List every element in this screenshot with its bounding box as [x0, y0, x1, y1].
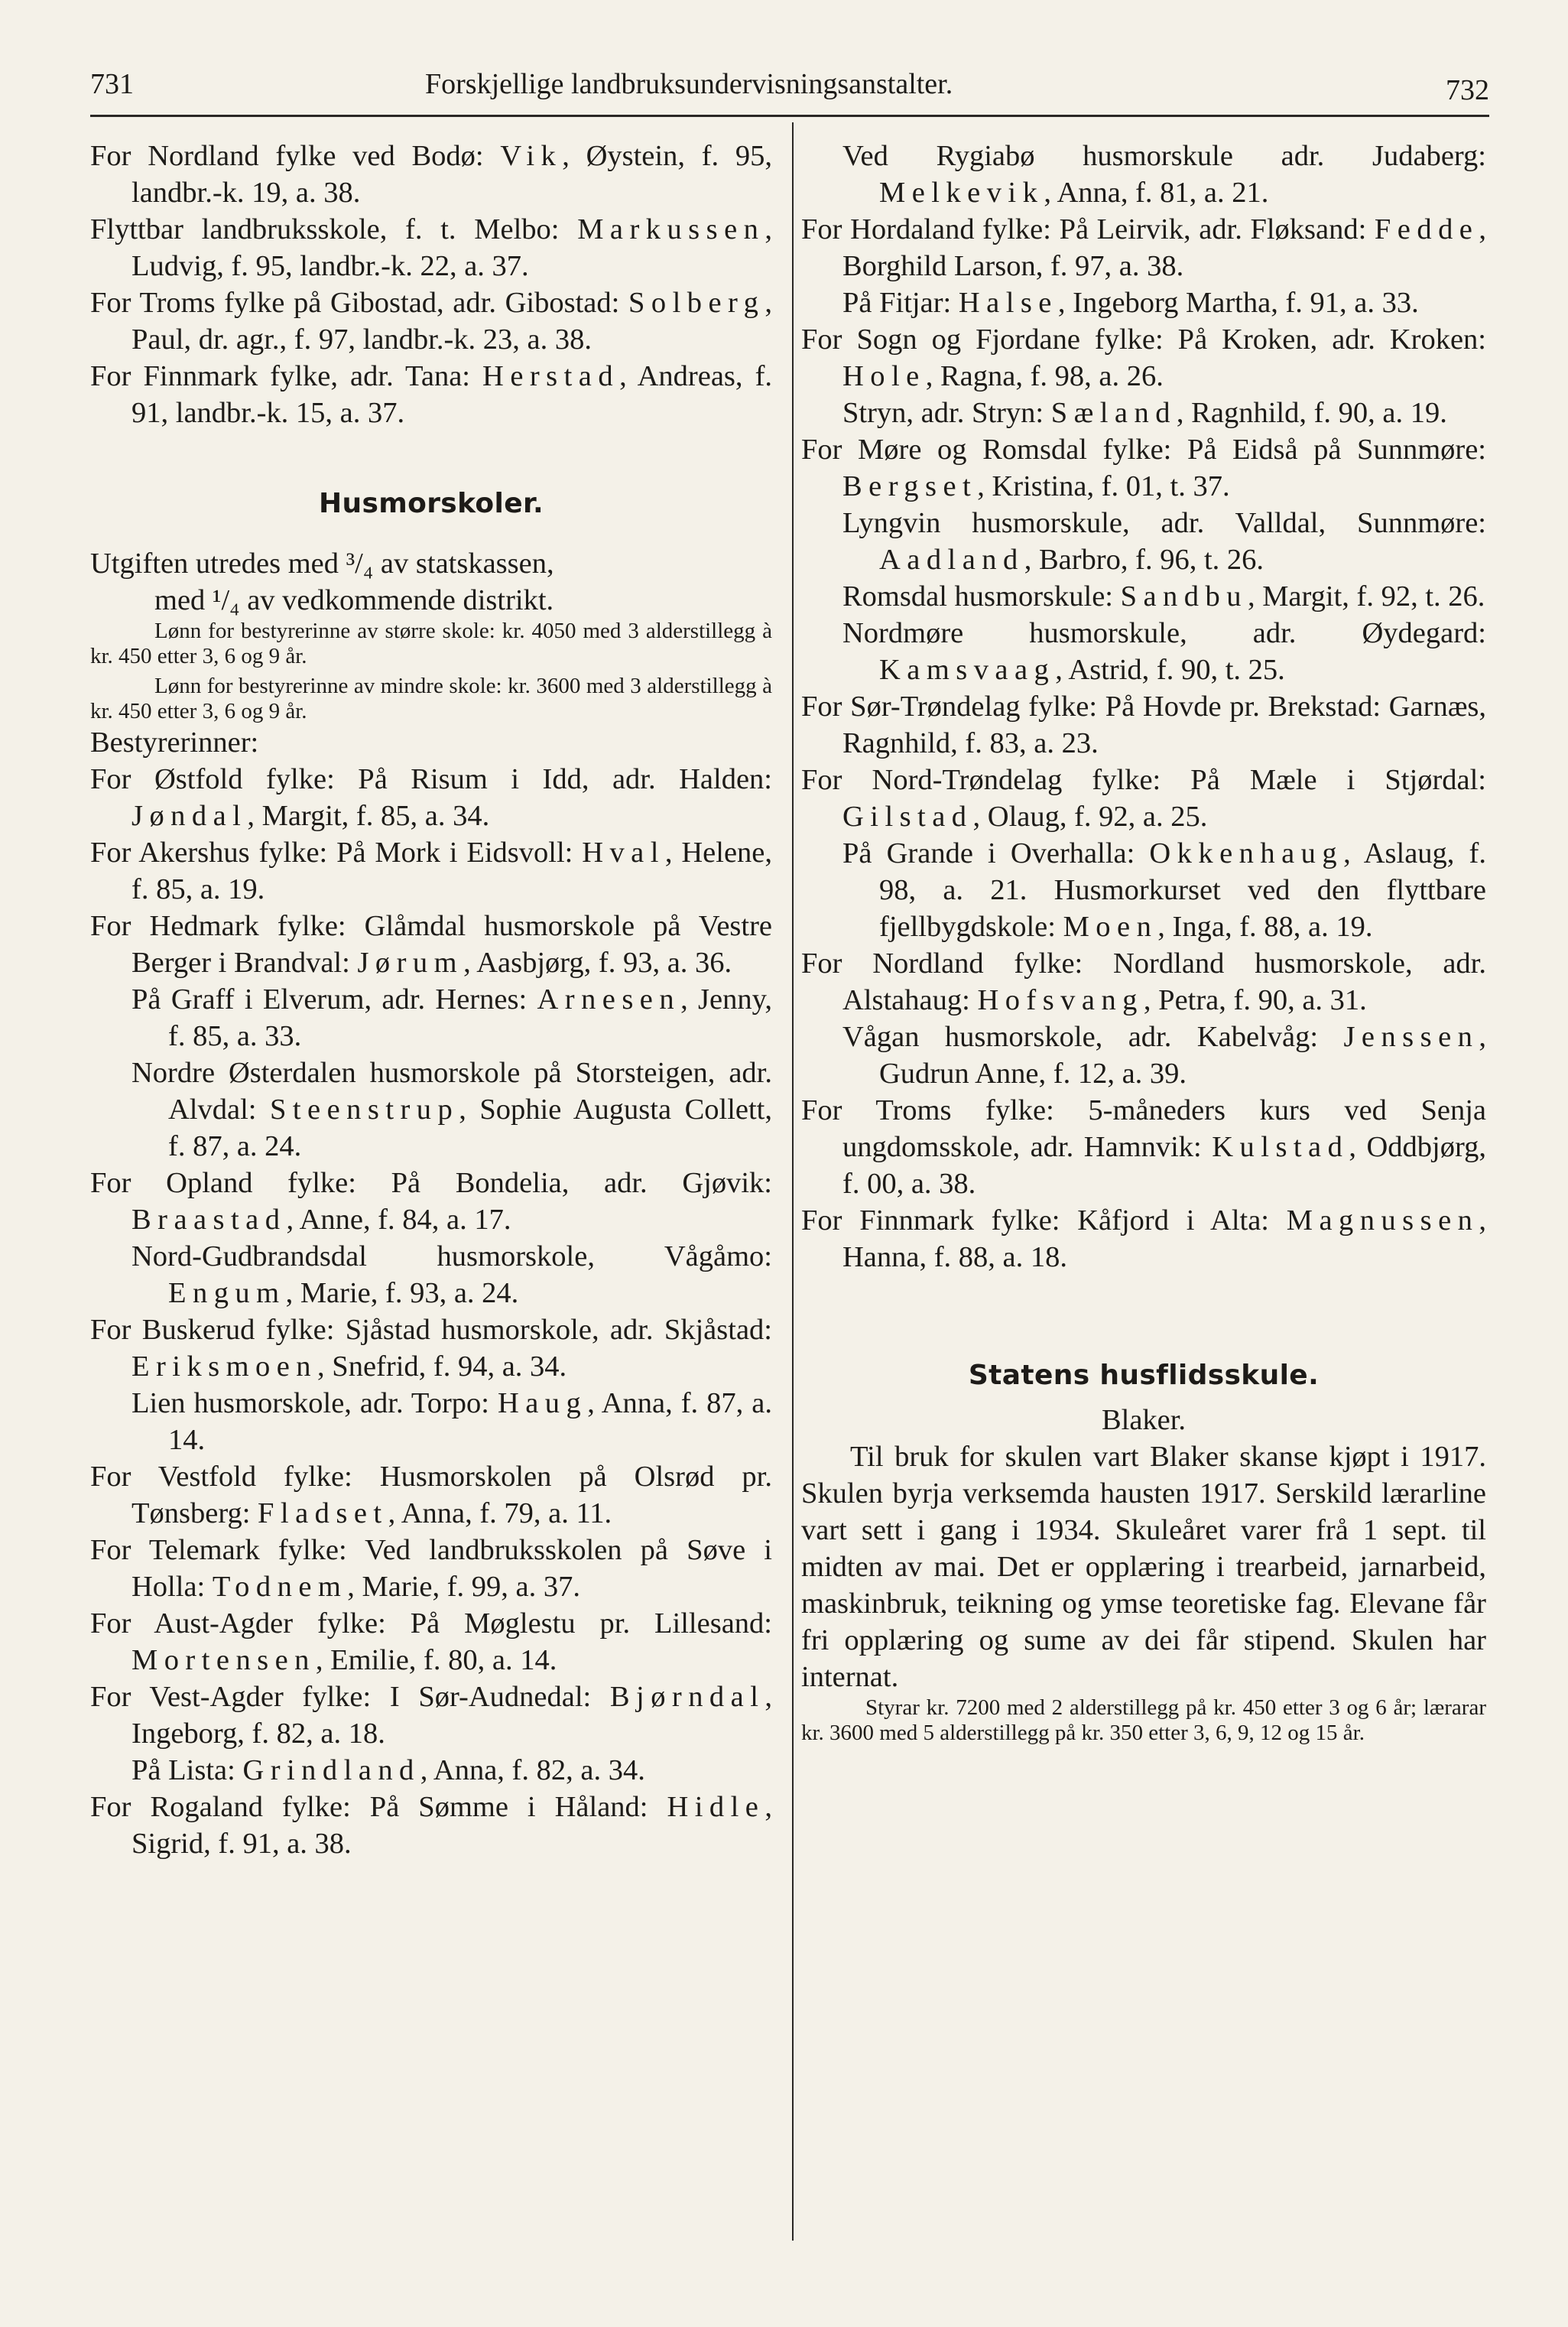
entry-telemark — [90, 1532, 772, 1605]
entry-text: Nordmøre husmorskule, adr. Øydegard: — [842, 617, 1486, 649]
entry-text: For Nordland fylke ved Bodø: — [90, 140, 501, 172]
entry-text: , Ragnhild, f. 90, a. 19. — [1176, 397, 1447, 429]
entry-hedmark-nordre-osterdalen — [131, 1055, 772, 1165]
column-divider — [792, 122, 794, 2241]
salary-note-large-school: Lønn for bestyrerinne av større skole: kr. 4050 med 3 alderstillegg à kr. 450 etter 3, 6 og 9 år. — [90, 619, 772, 668]
spaced-name: Eriksmoen — [131, 1350, 318, 1383]
spaced-name: Melkevik — [879, 177, 1044, 209]
header-rule — [90, 115, 1489, 117]
sub-entries-more-romsdal — [801, 505, 1486, 688]
entry-text: , Anne, f. 84, a. 17. — [286, 1204, 511, 1236]
entry-text: , Emilie, f. 80, a. 14. — [315, 1644, 557, 1676]
section-heading-husflidsskule: Statens husflidsskule. — [968, 1360, 1320, 1391]
spaced-name: Herstad — [482, 360, 620, 392]
entry-hordaland — [801, 211, 1486, 284]
entry-text: , Ingeborg Martha, f. 91, a. 33. — [1057, 287, 1419, 319]
entry-text: For Rogaland fylke: På Sømme i Håland: — [90, 1791, 667, 1823]
entry-akershus — [90, 834, 772, 908]
entry-vest-agder — [90, 1679, 772, 1752]
spaced-name: Mortensen — [131, 1644, 316, 1676]
entry-text: For Nordland fylke: Nordland husmorskole, adr. Alstahaug: — [801, 947, 1486, 1016]
entry-text: For Vest-Agder fylke: I Sør-Audnedal: — [90, 1681, 610, 1713]
entry-text: For Finnmark fylke, adr. Tana: — [90, 360, 483, 392]
spaced-name: Vik — [500, 140, 563, 172]
funding-line-1: Utgiften utredes med ³/₄ av statskassen, — [90, 548, 554, 580]
entry-nordland-vagan — [842, 1019, 1486, 1092]
entry-nord-trondelag — [801, 762, 1486, 835]
spaced-name: Moen — [1063, 911, 1158, 943]
spaced-name: Bjørndal — [609, 1681, 765, 1713]
spaced-name: Fladset — [258, 1497, 388, 1529]
section-heading-husmorskoler: Husmorskoler. — [318, 488, 544, 519]
entry-text: , Kristina, f. 01, t. 37. — [977, 470, 1230, 502]
entry-text: , Øystein, f. 95, landbr.-k. 19, a. 38. — [131, 140, 772, 209]
running-title: Forskjellige landbruksundervisningsanstalter. — [425, 68, 953, 100]
sub-entries-vest-agder — [90, 1752, 772, 1789]
entry-text: , Oddbjørg, f. 00, a. 38. — [842, 1131, 1486, 1200]
entry-ostfold — [90, 761, 772, 834]
sub-entries-nord-trondelag — [801, 835, 1486, 945]
entry-nordland-landbruk — [90, 138, 772, 211]
entry-text: , Jenny, f. 85, a. 33. — [168, 983, 772, 1052]
entry-text: På Lista: — [131, 1754, 243, 1786]
page-header — [90, 67, 1489, 113]
entry-text: På Fitjar: — [842, 287, 959, 319]
entry-text: For Hordaland fylke: På Leirvik, adr. Fløksand: — [801, 213, 1375, 245]
entry-text: Lyngvin husmorskule, adr. Valldal, Sunnmøre: — [842, 507, 1486, 539]
entry-text: , Sigrid, f. 91, a. 38. — [131, 1791, 772, 1860]
entry-text: , Ludvig, f. 95, landbr.-k. 22, a. 37. — [131, 213, 772, 282]
entry-sogn-fjordane-stryn — [842, 395, 1486, 431]
section-subheading-blaker: Blaker. — [1101, 1404, 1187, 1436]
spaced-name: Jøndal — [131, 800, 248, 832]
entry-more-romsdal — [801, 431, 1486, 505]
spaced-name: Sandbu — [1120, 580, 1248, 613]
entry-rogaland-rygiabo — [842, 138, 1486, 211]
entry-sor-trondelag — [801, 688, 1486, 762]
entry-text: , Ragna, f. 98, a. 26. — [925, 360, 1164, 392]
sub-entries-opland — [90, 1238, 772, 1311]
entry-text: , Inga, f. 88, a. 19. — [1157, 911, 1373, 943]
entry-finnmark — [801, 1202, 1486, 1276]
entry-text: For Troms fylke på Gibostad, adr. Gibostad: — [90, 287, 628, 319]
entry-text: For Møre og Romsdal fylke: På Eidså på Sunnmøre: — [801, 434, 1486, 466]
spaced-name: Hole — [842, 360, 926, 392]
entry-text: Flyttbar landbruksskole, f. t. Melbo: — [90, 213, 578, 245]
spaced-name: Engum — [168, 1277, 286, 1309]
entry-flyttbar-landbruksskole — [90, 211, 772, 284]
spaced-name: Okkenhaug — [1149, 837, 1344, 869]
blaker-salary-note: Styrar kr. 7200 med 2 alderstillegg på kr. 450 etter 3 og 6 år; lærarar kr. 3600 med 5 alderstillegg på kr. 350 etter 3, 6, 9, 12 og 15 år. — [801, 1695, 1486, 1745]
entry-text: , Anna, f. 81, a. 21. — [1044, 177, 1269, 209]
spaced-name: Grindland — [242, 1754, 420, 1786]
right-column — [801, 138, 1486, 1746]
entry-text: På Grande i Overhalla: — [842, 837, 1150, 869]
entry-nordland — [801, 945, 1486, 1019]
spaced-name: Hval — [582, 837, 665, 869]
entry-text: , Ingeborg, f. 82, a. 18. — [131, 1681, 772, 1750]
entry-vest-agder-lista — [131, 1752, 772, 1789]
entry-text: , Olaug, f. 92, a. 25. — [972, 801, 1208, 833]
entry-text: , Snefrid, f. 94, a. 34. — [317, 1350, 567, 1383]
page-number-right: 732 — [1446, 74, 1489, 106]
sub-entries-nordland — [801, 1019, 1486, 1092]
funding-line-2: med ¹/₄ av vedkommende distrikt. — [154, 584, 554, 616]
entry-text: Nord-Gudbrandsdal husmorskole, Vågåmo: — [131, 1240, 772, 1272]
salary-note-small-school: Lønn for bestyrerinne av mindre skole: kr. 3600 med 3 alderstillegg à kr. 450 etter 3, 6 og 9 år. — [90, 674, 772, 723]
spaced-name: Arnesen — [537, 983, 681, 1016]
sub-entries-sogn-fjordane — [801, 395, 1486, 431]
entry-text: , Helene, f. 85, a. 19. — [131, 837, 773, 905]
entry-text: For Buskerud fylke: Sjåstad husmorskole, adr. Skjåstad: — [90, 1314, 772, 1346]
spaced-name: Steenstrup — [270, 1094, 459, 1126]
entry-text: Romsdal husmorskule: — [842, 580, 1121, 613]
entry-text: , Gudrun Anne, f. 12, a. 39. — [879, 1021, 1486, 1090]
spaced-name: Sæland — [1050, 397, 1177, 429]
sub-entries-hordaland — [801, 284, 1486, 321]
entry-buskerud — [90, 1311, 772, 1385]
entry-text: For Telemark fylke: Ved landbruksskolen på Søve i Holla: — [90, 1534, 772, 1603]
entry-rogaland — [90, 1789, 772, 1862]
left-column — [90, 138, 772, 1862]
entry-opland — [90, 1165, 772, 1238]
entry-text: , Barbro, f. 96, t. 26. — [1024, 544, 1264, 576]
entry-text: For Sogn og Fjordane fylke: På Kroken, adr. Kroken: — [801, 323, 1486, 356]
entry-vestfold — [90, 1458, 772, 1532]
spaced-name: Jenssen — [1343, 1021, 1479, 1053]
entry-text: Stryn, adr. Stryn: — [842, 397, 1051, 429]
entry-finnmark-tana — [90, 358, 772, 431]
entry-text: , Margit, f. 92, t. 26. — [1247, 580, 1485, 613]
spaced-name: Braastad — [131, 1204, 287, 1236]
entry-text: , Margit, f. 85, a. 34. — [247, 800, 490, 832]
entry-text: , Astrid, f. 90, t. 25. — [1055, 654, 1285, 686]
entry-text: For Opland fylke: På Bondelia, adr. Gjøvik: — [90, 1167, 772, 1199]
spaced-name: Hidle — [667, 1791, 765, 1823]
entry-text: , Marie, f. 99, a. 37. — [347, 1571, 581, 1603]
entry-text: For Troms fylke: 5-måneders kurs ved Senja ungdomsskole, adr. Hamnvik: — [801, 1094, 1486, 1163]
spaced-name: Todnem — [212, 1571, 348, 1603]
entry-text: , Petra, f. 90, a. 31. — [1143, 984, 1367, 1016]
spaced-name: Jørum — [357, 947, 464, 979]
bestyrerinner-label: Bestyrerinner: — [90, 726, 259, 759]
sub-entries-rogaland — [801, 138, 1486, 211]
entry-sogn-fjordane — [801, 321, 1486, 395]
entry-text: , Anna, f. 82, a. 34. — [420, 1754, 645, 1786]
entry-opland-nord-gudbrandsdal — [131, 1238, 772, 1311]
spaced-name: Kulstad — [1212, 1131, 1349, 1163]
entry-text: På Graff i Elverum, adr. Hernes: — [131, 983, 537, 1016]
entry-more-romsdal-romsdal — [842, 578, 1486, 615]
entry-text: , Anna, f. 79, a. 11. — [388, 1497, 612, 1529]
page-number-left: 731 — [90, 68, 134, 100]
entry-text: , Marie, f. 93, a. 24. — [285, 1277, 519, 1309]
entry-buskerud-lien — [131, 1385, 772, 1458]
entry-text: , Aasbjørg, f. 93, a. 36. — [463, 947, 732, 979]
entry-text: , Paul, dr. agr., f. 97, landbr.-k. 23, a. 38. — [131, 287, 772, 356]
spaced-name: Halse — [958, 287, 1058, 319]
entry-text: , Aslaug, f. 98, a. 21. Husmorkurset ved den flyttbare fjellbygdskole: — [879, 837, 1486, 943]
entry-text: For Nord-Trøndelag fylke: På Mæle i Stjørdal: — [801, 764, 1486, 796]
sub-entries-buskerud — [90, 1385, 772, 1458]
entry-text: , Hanna, f. 88, a. 18. — [842, 1204, 1486, 1273]
entry-troms-gibostad — [90, 284, 772, 358]
blaker-description: Til bruk for skulen vart Blaker skanse kjøpt i 1917. Skulen byrja verksemda hausten 1917. Serskild lærarline vart sett i gang i 1934. Skuleåret varer frå 1 sept. til midten av mai. Det er opplæring i trearbeid, jarnarbeid, maskinbruk, teikning og ymse teoretiske fag. Elevane får fri opplæring og sume av dei får stipend. Skulen har internat. — [801, 1441, 1486, 1693]
entry-hedmark-graff — [131, 981, 772, 1055]
entry-troms — [801, 1092, 1486, 1202]
entry-nord-trondelag-grande — [842, 835, 1486, 945]
entry-text: For Hedmark fylke: Glåmdal husmorskole på Vestre Berger i Brandval: — [90, 910, 772, 979]
entry-text: Vågan husmorskole, adr. Kabelvåg: — [842, 1021, 1344, 1053]
spaced-name: Solberg — [628, 287, 765, 319]
spaced-name: Markussen — [577, 213, 765, 245]
spaced-name: Hofsvang — [977, 984, 1144, 1016]
entry-more-romsdal-lyngvin — [842, 505, 1486, 578]
spaced-name: Fedde — [1374, 213, 1479, 245]
entry-text: For Finnmark fylke: Kåfjord i Alta: — [801, 1204, 1287, 1237]
spaced-name: Bergset — [842, 470, 978, 502]
entry-text: For Østfold fylke: På Risum i Idd, adr. Halden: — [90, 763, 772, 795]
sub-entries-hedmark — [90, 981, 772, 1165]
entry-aust-agder — [90, 1605, 772, 1679]
entry-text: Ved Rygiabø husmorskule adr. Judaberg: — [842, 140, 1486, 172]
entry-text: Lien husmorskole, adr. Torpo: — [131, 1387, 498, 1419]
spaced-name: Haug — [497, 1387, 588, 1419]
spaced-name: Kamsvaag — [879, 654, 1056, 686]
entry-more-romsdal-nordmore — [842, 615, 1486, 688]
entry-text: , Anna, f. 87, a. 14. — [168, 1387, 772, 1456]
spaced-name: Magnussen — [1286, 1204, 1479, 1237]
entry-hedmark — [90, 908, 772, 981]
spaced-name: Gilstad — [842, 801, 973, 833]
entry-text: , Andreas, f. 91, landbr.-k. 15, a. 37. — [131, 360, 773, 429]
spaced-name: Aadland — [879, 544, 1024, 576]
entry-text: , Borghild Larson, f. 97, a. 38. — [842, 213, 1486, 282]
entry-text: For Vestfold fylke: Husmorskolen på Olsrød pr. Tønsberg: — [90, 1461, 772, 1529]
entry-hordaland-fitjar — [842, 284, 1486, 321]
entry-text: , Sophie Augusta Collett, f. 87, a. 24. — [168, 1094, 772, 1162]
entry-text: For Akershus fylke: På Mork i Eidsvoll: — [90, 837, 583, 869]
entry-text: For Aust-Agder fylke: På Møglestu pr. Lillesand: — [90, 1607, 772, 1640]
entry-text: Nordre Østerdalen husmorskole på Storsteigen, adr. Alvdal: — [131, 1057, 772, 1126]
entry-text: For Sør-Trøndelag fylke: På Hovde pr. Brekstad: Garnæs, Ragnhild, f. 83, a. 23. — [801, 691, 1486, 759]
